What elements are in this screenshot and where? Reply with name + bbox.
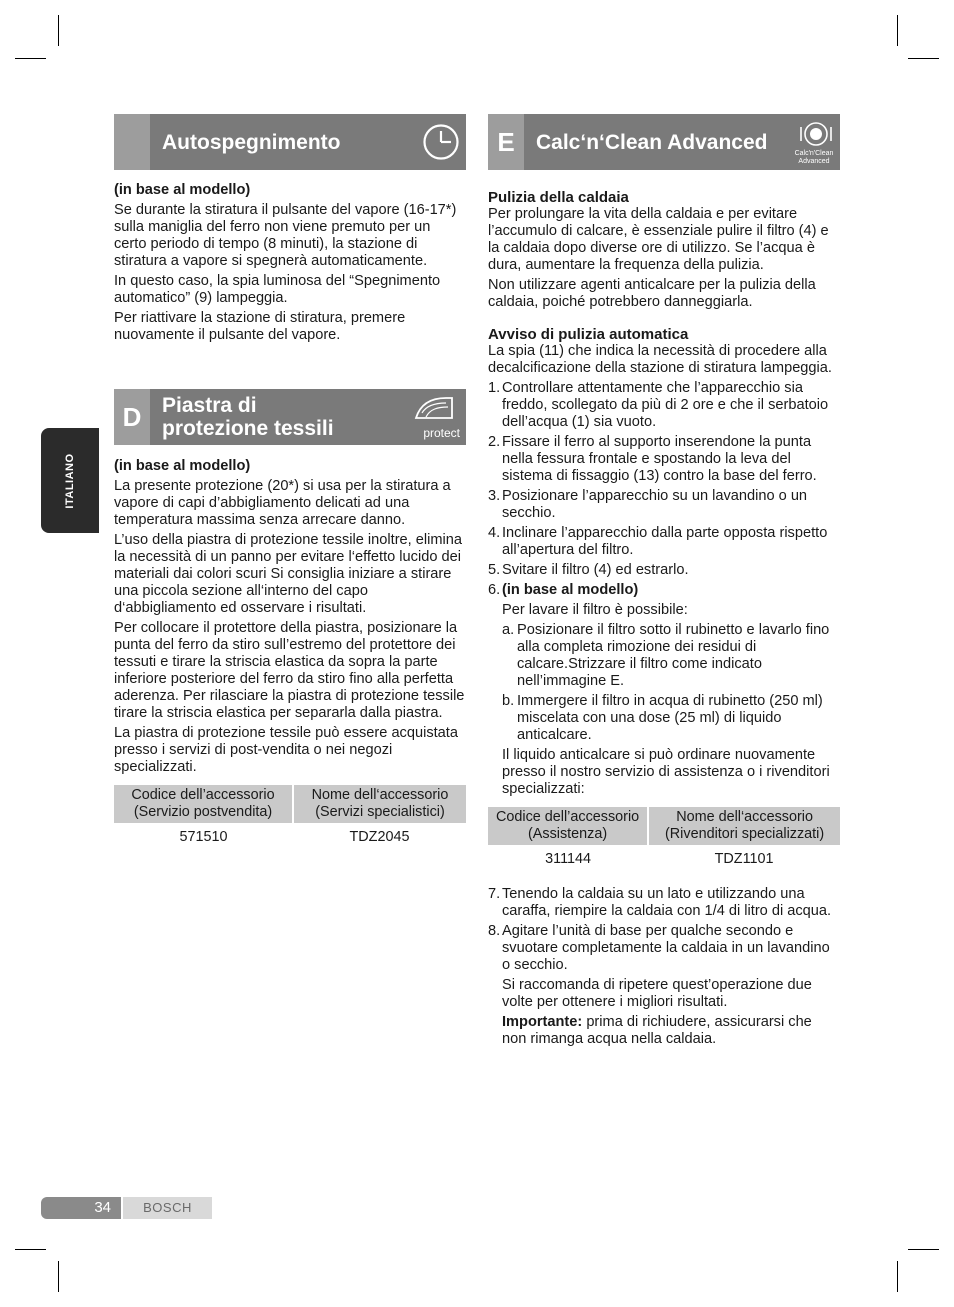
language-tab — [41, 428, 99, 533]
list-item — [502, 622, 840, 690]
step-number: a. — [502, 622, 515, 638]
crop-mark — [897, 15, 898, 46]
section-header-block — [114, 114, 150, 170]
step-text: Il liquido anticalcare si può ordinare nuovamente presso il nostro servizio di assistenza o i rivenditori specializzati: — [502, 747, 830, 797]
steps-list — [488, 380, 840, 798]
table-cell: 571510 — [179, 829, 228, 845]
subsection-title: Avviso di pulizia automatica — [488, 326, 689, 343]
page-number-text: 34 — [94, 1199, 111, 1216]
crop-mark — [908, 1249, 939, 1250]
autospegnimento-text — [114, 182, 466, 347]
brand-label: BOSCH — [123, 1197, 212, 1219]
section-letter: E — [488, 114, 524, 170]
clock-icon — [422, 123, 460, 161]
step-number: 1. — [488, 380, 501, 396]
step-text: Si raccomanda di ripetere quest’operazione due volte per ottenere i migliori risultati. — [502, 977, 812, 1010]
piastra-text — [114, 458, 466, 846]
table-cell: 311144 — [545, 851, 592, 867]
table-cell: TDZ2045 — [349, 829, 410, 845]
list-item — [488, 488, 840, 522]
protect-label: protect — [423, 426, 460, 440]
crop-mark — [15, 58, 46, 59]
table-header: Nome dell‘accessorio (Rivenditori specializzati) — [648, 807, 840, 845]
step-text: Fissare il ferro al supporto inserendone la punta nella fessura frontale e spostando la leva del sistema di fissaggio (13) contro la base del ferro. — [502, 434, 817, 484]
step-text: Inclinare l’apparecchio dalla parte opposta rispetto all’apertura del filtro. — [502, 525, 828, 558]
list-item — [488, 562, 840, 579]
step-number: 5. — [488, 562, 501, 578]
crop-mark — [58, 1261, 59, 1292]
step-text: Agitare l’unità di base per qualche secondo e svuotare completamente la caldaia in un lavandino o secchio. — [502, 923, 830, 973]
language-label: ITALIANO — [64, 452, 76, 509]
crop-mark — [58, 15, 59, 46]
table-header: Nome dell‘accessorio (Servizi specialistici) — [293, 785, 466, 823]
step-number: 7. — [488, 886, 501, 902]
important-label: Importante: — [502, 1014, 583, 1030]
list-item — [488, 434, 840, 485]
step-number: b. — [502, 693, 515, 709]
paragraph: L’uso della piastra di protezione tessile inoltre, elimina la necessità di un panno per evitare l‘effetto lucido dei materiali dai colori scuri Si consiglia iniziare a stirare una piccola sezione all‘interno del capo d‘abbigliamento ed osservare i risultati. — [114, 532, 463, 616]
table-header: Codice dell’accessorio (Assistenza) — [488, 807, 648, 845]
list-item — [488, 525, 840, 559]
step-number: 2. — [488, 434, 501, 450]
step-number: 3. — [488, 488, 501, 504]
paragraph: La spia (11) che indica la necessità di procedere alla decalcificazione della stazione di stiratura lampeggia. — [488, 343, 832, 376]
paragraph: Per riattivare la stazione di stiratura, premere nuovamente il pulsante del vapore. — [114, 310, 406, 343]
section-title — [162, 389, 334, 445]
paragraph: Per collocare il protettore della piastra, posizionare la punta del ferro da stiro sull’estremo del protettore dei tessuti e tirare la striscia elastica da sopra la parte inferiore posteriore del ferro da stiro fino alla perfetta aderenza. Per rilasciare la piastra di protezione tessile tirare la striscia elastica per separarla dalla piastra. — [114, 620, 465, 721]
paragraph: La presente protezione (20*) si usa per la stiratura a vapore di capi d’abbigliamento delicati ad una temperatura massima senza arrecare danno. — [114, 478, 451, 528]
paragraph: Non utilizzare agenti anticalcare per la pulizia della caldaia, poiché potrebbero danneggiarla. — [488, 277, 816, 310]
accessory-table — [114, 785, 466, 846]
model-note: (in base al modello) — [114, 458, 251, 474]
important-note — [502, 1014, 840, 1048]
crop-mark — [897, 1261, 898, 1292]
section-title: Autospegnimento — [162, 130, 341, 154]
paragraph: In questo caso, la spia luminosa del “Spegnimento automatico” (9) lampeggia. — [114, 273, 441, 306]
subsection-title: Pulizia della caldaia — [488, 189, 629, 206]
step-number: 8. — [488, 923, 501, 939]
calc-n-clean-label: Calc'n'Clean Advanced — [794, 150, 834, 165]
step-text: Posizionare il filtro sotto il rubinetto e lavarlo fino alla completa rimozione dei residui di calcare.Strizzare il filtro come indicato nell’immagine E. — [517, 622, 830, 689]
step-text: Svitare il filtro (4) ed estrarlo. — [502, 562, 689, 578]
iron-protect-icon — [412, 393, 456, 423]
calcnclean-text — [488, 189, 840, 1051]
list-item — [502, 693, 840, 744]
page-number — [41, 1197, 121, 1219]
important-text: prima di richiudere, assicurarsi che non rimanga acqua nella caldaia. — [502, 1014, 812, 1047]
table-header: Codice dell’accessorio (Servizio postvendita) — [114, 785, 293, 823]
list-item — [488, 923, 840, 1048]
step-text: Immergere il filtro in acqua di rubinetto (250 ml) miscelata con una dose (25 ml) di liquido anticalcare. — [517, 693, 823, 743]
step-text: Per lavare il filtro è possibile: — [502, 602, 688, 618]
table-cell: TDZ1101 — [714, 851, 774, 867]
list-item — [488, 380, 840, 431]
section-title-line: Piastra di — [162, 394, 257, 417]
section-header-calcnclean — [488, 114, 840, 170]
step-text: Posizionare l’apparecchio su un lavandino o un secchio. — [502, 488, 808, 521]
paragraph: La piastra di protezione tessile può essere acquistata presso i servizi di post-vendita o nei negozi specializzati. — [114, 725, 458, 775]
section-title: Calc‘n‘Clean Advanced — [536, 130, 768, 154]
sub-steps-list — [502, 622, 840, 744]
section-title-line: protezione tessili — [162, 417, 334, 440]
paragraph: Per prolungare la vita della caldaia e per evitare l’accumulo di calcare, è essenziale pulire il filtro (4) e la caldaia dopo diverse ore di utilizzo. Se l’acqua è dura, aumentare la frequenza della pulizia. — [488, 206, 829, 273]
model-note: (in base al modello) — [114, 182, 251, 198]
calc-n-clean-icon — [798, 119, 834, 149]
step-text: Tenendo la caldaia su un lato e utilizzando una caraffa, riempire la caldaia con 1/4 di litro di acqua. — [502, 886, 832, 919]
section-header-autospegnimento — [114, 114, 466, 170]
step-text: (in base al modello) — [502, 582, 639, 598]
accessory-table — [488, 807, 840, 868]
paragraph: Se durante la stiratura il pulsante del vapore (16-17*) sulla maniglia del ferro non viene premuto per un certo periodo di tempo (8 minuti), la stazione di stiratura a vapore si spegnerà automaticamente. — [114, 202, 457, 269]
crop-mark — [908, 58, 939, 59]
step-text: Controllare attentamente che l’apparecchio sia freddo, scollegato da più di 2 ore e che il serbatoio dell’acqua (1) sia vuoto. — [502, 380, 829, 430]
step-number: 6. — [488, 582, 501, 598]
step-number: 4. — [488, 525, 501, 541]
list-item — [488, 886, 840, 920]
crop-mark — [15, 1249, 46, 1250]
section-letter: D — [114, 389, 150, 445]
section-header-piastra — [114, 389, 466, 445]
steps-list — [488, 886, 840, 1048]
list-item — [488, 582, 840, 798]
